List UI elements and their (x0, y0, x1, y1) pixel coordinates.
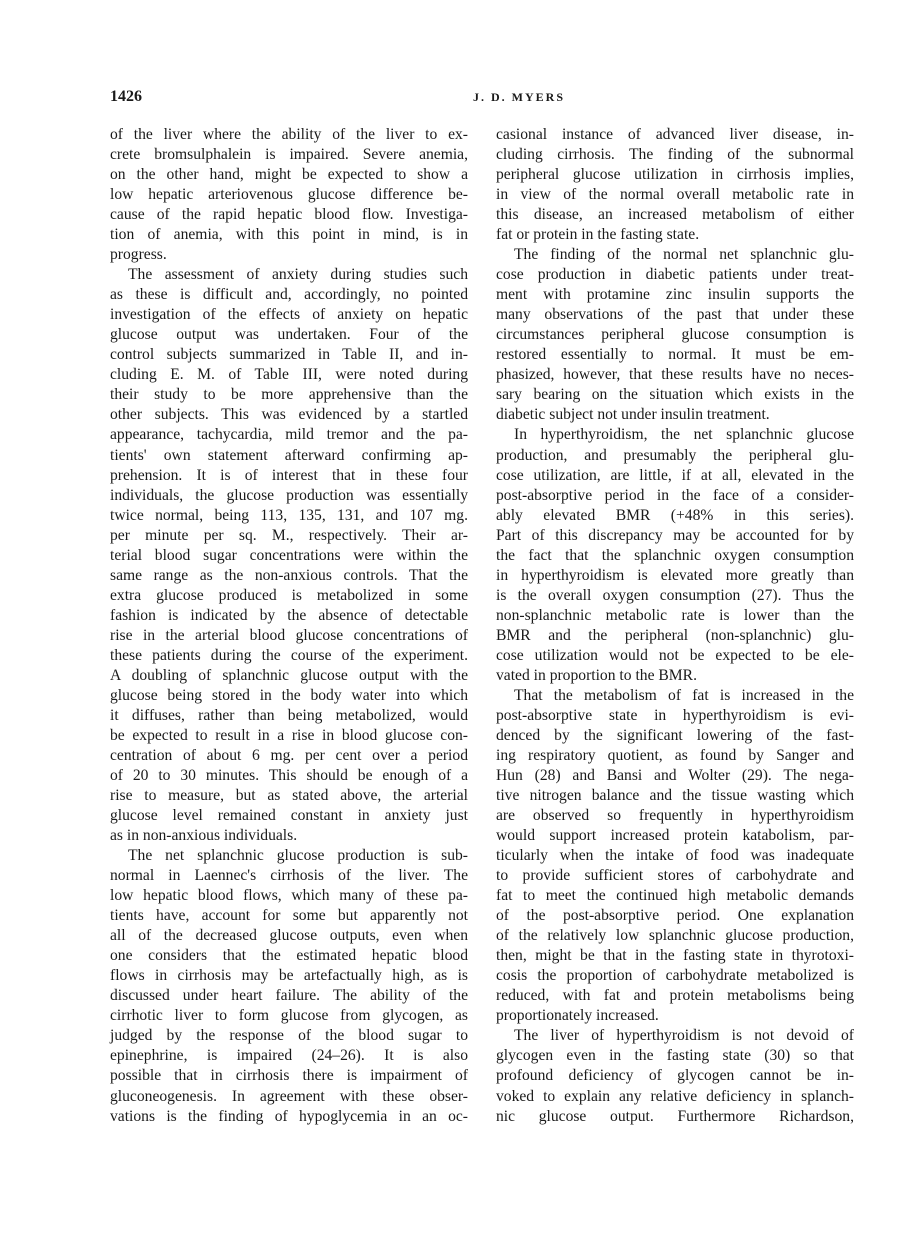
text-line: ing respiratory quotient, as found by Sanger and (496, 746, 854, 764)
text-line: rise to measure, but as stated above, the arterial (110, 787, 468, 805)
text-line: cluding cirrhosis. The finding of the subnormal (496, 146, 854, 164)
text-line: BMR and the peripheral (non-splanchnic) glu- (496, 626, 854, 644)
running-head-author: J. D. MYERS (473, 90, 566, 104)
text-line: cose production in diabetic patients under treat- (496, 266, 854, 284)
text-line: fashion is indicated by the absence of detectable (110, 606, 468, 624)
paragraph (110, 846, 468, 1126)
text-line: would support increased protein katabolism, par- (496, 827, 854, 845)
text-line: epinephrine, is impaired (24–26). It is also (110, 1047, 468, 1065)
text-line: ably elevated BMR (+48% in this series). (496, 506, 854, 524)
text-line: rise in the arterial blood glucose concentrations of (110, 626, 468, 644)
text-line: peripheral glucose utilization in cirrhosis implies, (496, 166, 854, 184)
text-line: crete bromsulphalein is impaired. Severe anemia, (110, 146, 468, 164)
right-column (496, 125, 854, 1127)
text-line: production, and presumably the peripheral glu- (496, 446, 854, 464)
text-line: The finding of the normal net splanchnic glu- (514, 246, 854, 264)
text-line: tion of anemia, with this point in mind, is in (110, 226, 468, 244)
text-line: Part of this discrepancy may be accounted for by (496, 526, 854, 544)
text-line: The net splanchnic glucose production is sub- (128, 847, 468, 865)
text-line: non-splanchnic metabolic rate is lower than the (496, 606, 854, 624)
text-line: on the other hand, might be expected to show a (110, 166, 468, 184)
text-line: terial blood sugar concentrations were within the (110, 546, 468, 564)
text-line: possible that in cirrhosis there is impairment of (110, 1067, 468, 1085)
text-line: ment with protamine zinc insulin supports the (496, 286, 854, 304)
text-line: tients' own statement afterward confirming ap- (110, 446, 468, 464)
text-line: it diffuses, rather than being metabolized, would (110, 706, 468, 724)
text-line: judged by the response of the blood sugar to (110, 1027, 468, 1045)
text-line: extra glucose produced is metabolized in some (110, 586, 468, 604)
text-line: twice normal, being 113, 135, 131, and 107 mg. (110, 506, 468, 524)
text-line: of the post-absorptive period. One explanation (496, 907, 854, 925)
text-line: post-absorptive state in hyperthyroidism is evi- (496, 706, 854, 724)
text-line: glucose being stored in the body water into which (110, 686, 468, 704)
text-line: flows in cirrhosis may be artefactually high, as is (110, 967, 468, 985)
text-line: proportionately increased. (496, 1007, 659, 1025)
paragraph (110, 125, 468, 265)
text-line: per minute per sq. M., respectively. Their ar- (110, 526, 468, 544)
text-line: gluconeogenesis. In agreement with these obser- (110, 1087, 468, 1105)
text-line: profound deficiency of glycogen cannot be in- (496, 1067, 854, 1085)
text-line: post-absorptive period in the face of a consider- (496, 486, 854, 504)
text-line: cose utilization would not be expected to be ele- (496, 646, 854, 664)
paragraph (496, 425, 854, 685)
text-line: one considers that the estimated hepatic blood (110, 947, 468, 965)
text-line: cause of the rapid hepatic blood flow. Investiga- (110, 206, 468, 224)
text-line: reduced, with fat and protein metabolisms being (496, 987, 854, 1005)
text-line: the fact that the splanchnic oxygen consumption (496, 546, 854, 564)
text-line: phasized, however, that these results have no neces- (496, 366, 854, 384)
text-line: denced by the significant lowering of the fast- (496, 726, 854, 744)
text-line: The assessment of anxiety during studies such (128, 266, 468, 284)
text-line: appearance, tachycardia, mild tremor and the pa- (110, 426, 468, 444)
text-line: investigation of the effects of anxiety on hepatic (110, 306, 468, 324)
text-line: then, might be that in the fasting state in thyrotoxi- (496, 947, 854, 965)
text-line: of the liver where the ability of the liver to ex- (110, 126, 468, 143)
paragraph (496, 125, 854, 245)
paragraph (496, 1026, 854, 1126)
text-line: cluding E. M. of Table III, were noted during (110, 366, 468, 384)
text-line: nic glucose output. Furthermore Richardson, (496, 1107, 854, 1125)
text-line: glycogen even in the fasting state (30) so that (496, 1047, 854, 1065)
text-line: individuals, the glucose production was essentially (110, 486, 468, 504)
text-line: circumstances peripheral glucose consumption is (496, 326, 854, 344)
paragraph (496, 686, 854, 1027)
text-line: low hepatic arteriovenous glucose difference be- (110, 186, 468, 204)
text-line: of 20 to 30 minutes. This should be enough of a (110, 767, 468, 784)
text-line: glucose level remained constant in anxiety just (110, 807, 468, 825)
text-line: tive nitrogen balance and the tissue wasting which (496, 787, 854, 805)
text-line: low hepatic blood flows, which many of these pa- (110, 887, 468, 905)
text-line: many observations of the past that under these (496, 306, 854, 324)
text-line: In hyperthyroidism, the net splanchnic glucose (514, 426, 854, 444)
text-line: vations is the finding of hypoglycemia in an oc- (110, 1107, 468, 1125)
left-column (110, 125, 468, 1127)
text-line: these patients during the course of the experiment. (110, 646, 468, 664)
text-line: diabetic subject not under insulin treatment. (496, 406, 770, 424)
text-line: sary bearing on the situation which exists in the (496, 386, 854, 404)
text-line: other subjects. This was evidenced by a startled (110, 406, 468, 424)
text-line: casional instance of advanced liver disease, in- (496, 126, 854, 143)
text-line: Hun (28) and Bansi and Wolter (29). The nega- (496, 767, 854, 784)
text-line: A doubling of splanchnic glucose output with the (110, 666, 468, 684)
text-line: control subjects summarized in Table II, and in- (110, 346, 468, 364)
text-line: fat or protein in the fasting state. (496, 226, 700, 244)
text-line: vated in proportion to the BMR. (496, 666, 697, 684)
text-line: ticularly when the intake of food was inadequate (496, 847, 854, 865)
paragraph (496, 245, 854, 425)
text-line: tients have, account for some but apparently not (110, 907, 468, 925)
text-line: this disease, an increased metabolism of either (496, 206, 854, 224)
paragraph (110, 265, 468, 846)
text-line: of the relatively low splanchnic glucose production, (496, 927, 854, 945)
text-line: in view of the normal overall metabolic rate in (496, 186, 854, 204)
text-line: is the overall oxygen consumption (27). Thus the (496, 586, 854, 604)
text-line: as these is difficult and, accordingly, no pointed (110, 286, 468, 304)
text-line: all of the decreased glucose outputs, even when (110, 927, 468, 945)
text-line: cose utilization, are little, if at all, elevated in the (496, 466, 854, 484)
text-line: That the metabolism of fat is increased in the (514, 686, 854, 704)
text-line: The liver of hyperthyroidism is not devoid of (514, 1027, 854, 1045)
text-line: voked to explain any relative deficiency in splanch- (496, 1087, 854, 1105)
text-line: cirrhotic liver to form glucose from glycogen, as (110, 1007, 468, 1025)
text-line: normal in Laennec's cirrhosis of the liver. The (110, 867, 468, 885)
text-line: be expected to result in a rise in blood glucose con- (110, 726, 468, 744)
text-line: in hyperthyroidism is elevated more greatly than (496, 566, 854, 584)
text-line: fat to meet the continued high metabolic demands (496, 887, 854, 905)
page-number: 1426 (110, 88, 142, 105)
text-line: their study to be more apprehensive than the (110, 386, 468, 404)
text-line: to provide sufficient stores of carbohydrate and (496, 867, 854, 885)
text-line: glucose output was undertaken. Four of the (110, 326, 468, 344)
text-line: restored essentially to normal. It must be em- (496, 346, 854, 364)
text-line: prehension. It is of interest that in these four (110, 466, 468, 484)
text-line: cosis the proportion of carbohydrate metabolized is (496, 967, 854, 985)
text-line: are observed so frequently in hyperthyroidism (496, 807, 854, 825)
text-line: progress. (110, 246, 167, 264)
text-line: same range as the non-anxious controls. That the (110, 566, 468, 584)
text-line: as in non-anxious individuals. (110, 827, 298, 845)
text-line: centration of about 6 mg. per cent over a period (110, 746, 468, 764)
text-line: discussed under heart failure. The ability of the (110, 987, 468, 1005)
